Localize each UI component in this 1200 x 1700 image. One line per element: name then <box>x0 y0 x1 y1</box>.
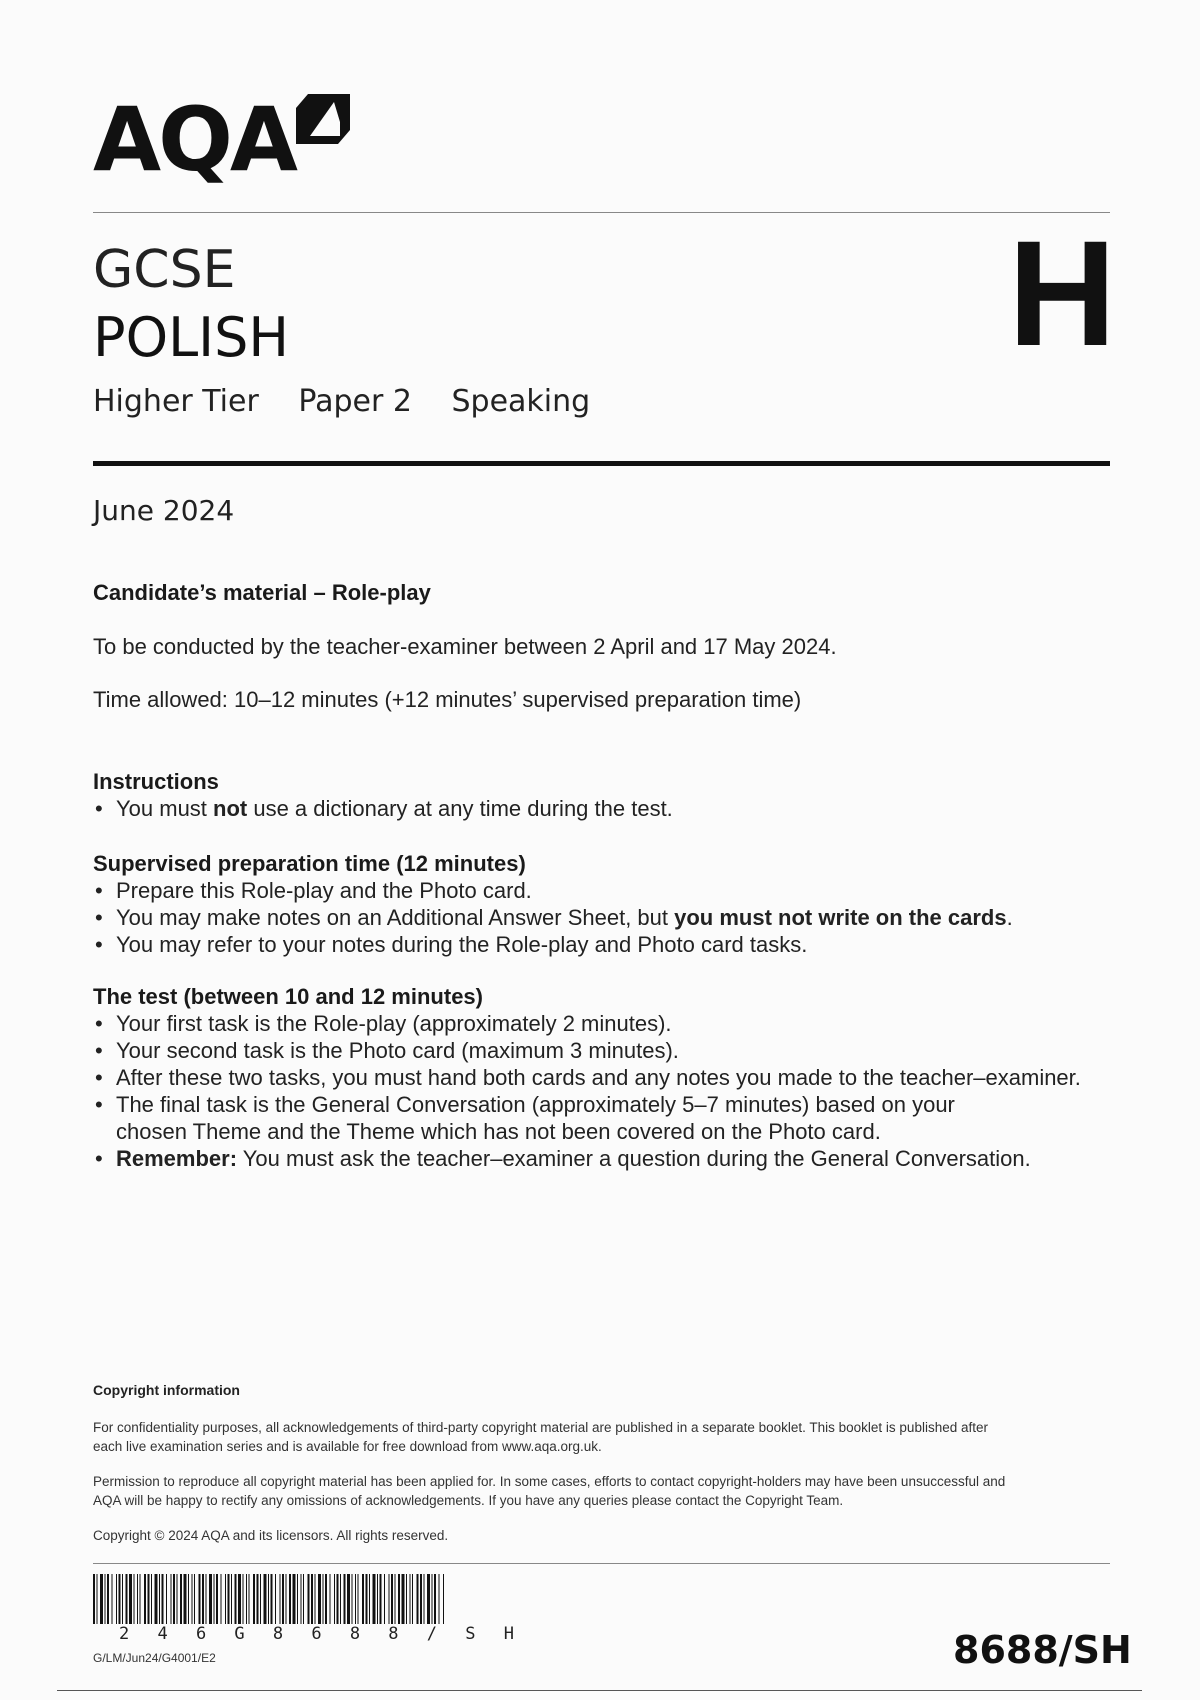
barcode-bar <box>391 1574 393 1624</box>
barcode-bar <box>206 1574 207 1624</box>
barcode-bar <box>246 1574 247 1624</box>
bullet-icon: • <box>95 878 103 903</box>
copyright-title: Copyright information <box>93 1382 240 1398</box>
barcode-bar <box>155 1574 158 1624</box>
barcode-bar <box>289 1574 291 1624</box>
barcode-bar <box>177 1574 178 1624</box>
barcode-bar <box>352 1574 353 1624</box>
bullet-icon: • <box>95 1092 103 1117</box>
barcode-bar <box>202 1574 204 1624</box>
bullet-icon: • <box>95 1065 103 1090</box>
barcode-bar <box>311 1574 313 1624</box>
barcode-bar <box>268 1574 269 1624</box>
section-heading: The test (between 10 and 12 minutes) <box>93 984 483 1009</box>
paper-details <box>93 384 620 419</box>
barcode-bar <box>166 1574 167 1624</box>
barcode-bar <box>253 1574 255 1624</box>
header-divider <box>93 212 1110 213</box>
section-heading: Supervised preparation time (12 minutes) <box>93 851 526 876</box>
barcode-bar <box>420 1574 422 1624</box>
barcode-bar <box>410 1574 411 1624</box>
barcode-bar <box>231 1574 232 1624</box>
barcode-bar <box>286 1574 287 1624</box>
barcode-bar <box>151 1574 152 1624</box>
barcode-bar <box>249 1574 250 1624</box>
footer-divider <box>93 1563 1110 1564</box>
conduct-window-text: To be conducted by the teacher-examiner between 2 April and 17 May 2024. <box>93 634 837 659</box>
barcode-bar <box>93 1574 95 1624</box>
barcode-bar <box>192 1574 193 1624</box>
barcode-bar <box>373 1574 376 1624</box>
barcode-bar <box>308 1574 310 1624</box>
barcode-bar <box>159 1574 160 1624</box>
bullet-icon: • <box>95 1011 103 1036</box>
paper-code: 8688/SH <box>953 1628 1132 1672</box>
barcode-bar <box>355 1574 356 1624</box>
barcode <box>93 1574 445 1624</box>
barcode-bar <box>238 1574 241 1624</box>
exam-date: June 2024 <box>93 494 235 527</box>
barcode-bar <box>194 1574 195 1624</box>
list-item: • Your second task is the Photo card (maximum 3 minutes). <box>95 1038 679 1063</box>
barcode-bar <box>344 1574 346 1624</box>
barcode-bar <box>395 1574 396 1624</box>
barcode-bar <box>134 1574 135 1624</box>
barcode-bar <box>184 1574 187 1624</box>
barcode-bar <box>122 1574 123 1624</box>
barcode-bar <box>140 1574 141 1624</box>
barcode-bar <box>137 1574 138 1624</box>
barcode-bar <box>235 1574 237 1624</box>
list-item: • After these two tasks, you must hand both cards and any notes you made to the teacher–examiner. <box>95 1065 1081 1090</box>
barcode-bar <box>315 1574 316 1624</box>
barcode-bar <box>100 1574 103 1624</box>
barcode-bar <box>107 1574 109 1624</box>
barcode-bar <box>384 1574 385 1624</box>
barcode-bar <box>214 1574 215 1624</box>
barcode-bar <box>340 1574 341 1624</box>
title-divider <box>93 461 1110 466</box>
barcode-bar <box>362 1574 364 1624</box>
barcode-bar <box>347 1574 350 1624</box>
bullet-icon: • <box>95 905 103 930</box>
barcode-bar <box>439 1574 440 1624</box>
subject-level: GCSE <box>93 240 236 300</box>
bullet-icon: • <box>95 796 103 821</box>
barcode-bar <box>303 1574 304 1624</box>
barcode-bar <box>221 1574 222 1624</box>
barcode-bar <box>377 1574 378 1624</box>
barcode-bar <box>325 1574 327 1624</box>
barcode-bar <box>427 1574 430 1624</box>
list-item: • You must not use a dictionary at any time during the test. <box>95 796 673 821</box>
barcode-bar <box>144 1574 146 1624</box>
barcode-bar <box>209 1574 212 1624</box>
barcode-bar <box>199 1574 201 1624</box>
barcode-bar <box>297 1574 298 1624</box>
barcode-bar <box>323 1574 324 1624</box>
paper-number: Paper 2 <box>298 384 412 419</box>
barcode-bar <box>126 1574 128 1624</box>
barcode-bar <box>116 1574 117 1624</box>
barcode-digits: 2 4 6 G 8 6 8 8 / S H <box>119 1624 523 1644</box>
aqa-logo-text: AQA <box>93 88 296 191</box>
list-item: • Prepare this Role-play and the Photo card. <box>95 878 532 903</box>
time-allowed-text: Time allowed: 10–12 minutes (+12 minutes’ supervised preparation time) <box>93 687 802 712</box>
barcode-bar <box>112 1574 113 1624</box>
list-item: • Your first task is the Role-play (approximately 2 minutes). <box>95 1011 672 1036</box>
preparation-section <box>93 850 1123 958</box>
bullet-icon: • <box>95 1038 103 1063</box>
document-reference: G/LM/Jun24/G4001/E2 <box>93 1651 216 1665</box>
barcode-bar <box>216 1574 218 1624</box>
barcode-bar <box>358 1574 359 1624</box>
barcode-bar <box>271 1574 273 1624</box>
barcode-bar <box>389 1574 390 1624</box>
test-section <box>93 983 1123 1172</box>
barcode-bar <box>282 1574 284 1624</box>
barcode-bar <box>148 1574 150 1624</box>
barcode-bar <box>225 1574 226 1624</box>
barcode-bar <box>228 1574 230 1624</box>
material-title: Candidate’s material – Role-play <box>93 580 431 605</box>
barcode-bar <box>280 1574 281 1624</box>
subject-name: POLISH <box>93 306 289 369</box>
barcode-bar <box>417 1574 419 1624</box>
barcode-bar <box>301 1574 302 1624</box>
barcode-bar <box>105 1574 106 1624</box>
list-item: • You may refer to your notes during the Role-play and Photo card tasks. <box>95 932 808 957</box>
barcode-bar <box>412 1574 413 1624</box>
barcode-bar <box>334 1574 335 1624</box>
bullet-icon: • <box>95 932 103 957</box>
page-bottom-rule <box>57 1690 1142 1691</box>
barcode-bar <box>330 1574 331 1624</box>
barcode-bar <box>434 1574 436 1624</box>
barcode-bar <box>318 1574 321 1624</box>
barcode-bar <box>402 1574 405 1624</box>
barcode-bar <box>380 1574 382 1624</box>
barcode-bar <box>406 1574 407 1624</box>
barcode-bar <box>129 1574 132 1624</box>
barcode-bar <box>243 1574 244 1624</box>
barcode-bar <box>398 1574 400 1624</box>
list-item: • Remember: You must ask the teacher–examiner a question during the General Conversation. <box>95 1146 1031 1171</box>
tier-letter: H <box>1008 209 1117 377</box>
copyright-notice: Copyright © 2024 AQA and its licensors. All rights reserved. <box>93 1528 449 1543</box>
component-label: Speaking <box>451 384 591 419</box>
section-heading: Instructions <box>93 769 219 794</box>
barcode-bar <box>173 1574 175 1624</box>
tier-label: Higher Tier <box>93 384 259 419</box>
barcode-bar <box>337 1574 339 1624</box>
barcode-bar <box>369 1574 370 1624</box>
bullet-icon: • <box>95 1146 103 1171</box>
copyright-paragraph: Permission to reproduce all copyright material has been applied for. In some cases, efforts to contact copyright-holders may have been unsuccessful and AQA will be happy to rectify any omissions of acknowledgements. If you have any queries please contact the Copyright Team. <box>93 1474 1006 1508</box>
barcode-bar <box>257 1574 259 1624</box>
barcode-bar <box>171 1574 172 1624</box>
barcode-bar <box>188 1574 189 1624</box>
barcode-bar <box>119 1574 121 1624</box>
aqa-logo-icon <box>294 92 352 146</box>
barcode-bar <box>264 1574 267 1624</box>
barcode-bar <box>162 1574 164 1624</box>
barcode-bar <box>275 1574 276 1624</box>
instructions-section <box>93 768 1123 822</box>
barcode-bar <box>432 1574 433 1624</box>
barcode-bar <box>366 1574 368 1624</box>
barcode-bar <box>424 1574 425 1624</box>
barcode-bar <box>180 1574 182 1624</box>
list-item: • The final task is the General Conversation (approximately 5–7 minutes) based on your chosen Theme and the Theme which has not been covered on the Photo card. <box>95 1092 955 1144</box>
barcode-bar <box>443 1574 444 1624</box>
barcode-bar <box>293 1574 296 1624</box>
barcode-bar <box>260 1574 261 1624</box>
copyright-paragraph: For confidentiality purposes, all acknowledgements of third-party copyright material are published in a separate booklet. This booklet is published after each live examination series and is available for free download from www.aqa.org.uk. <box>93 1420 988 1454</box>
barcode-bar <box>97 1574 98 1624</box>
list-item: • You may make notes on an Additional Answer Sheet, but you must not write on the cards. <box>95 905 1013 930</box>
